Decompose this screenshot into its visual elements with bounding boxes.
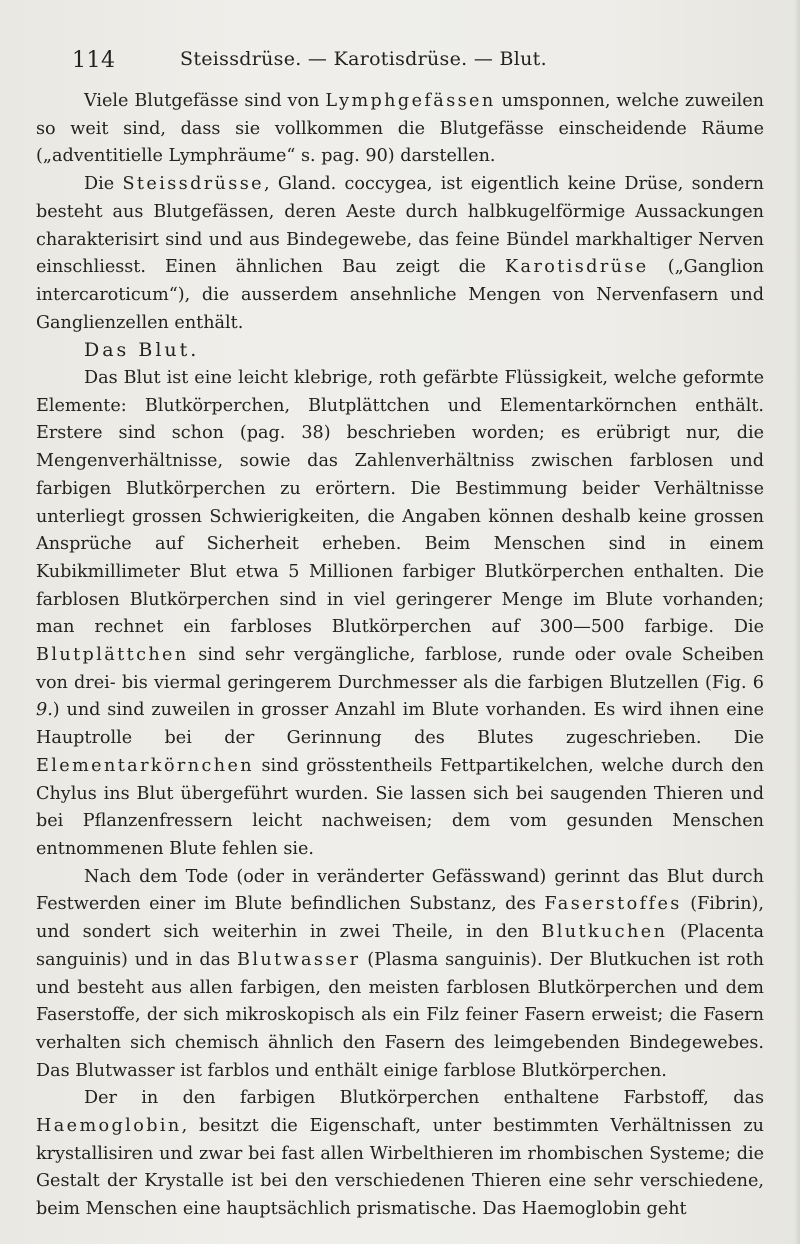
page-number: 114 [72, 48, 116, 73]
body-text [36, 88, 764, 1224]
paragraph-gerinnung [36, 864, 764, 1086]
page-edge-shadow [794, 0, 800, 1244]
figure-reference: 9. [36, 700, 53, 721]
emphasized-term: Blutkuchen [541, 922, 668, 943]
paragraph-lymphgefaesse [36, 88, 764, 171]
text-run: sind sehr vergängliche, farblose, runde oder ovale Scheiben von drei- bis viermal geringerem Durchmesser als die farbigen Blutzellen (Fig. 6 [36, 645, 764, 693]
paragraph-haemoglobin [36, 1085, 764, 1224]
emphasized-term: Lymphgefässen [325, 91, 496, 111]
text-run: (Fibrin), und sondert sich weiterhin in zwei Theile, in den [36, 894, 764, 943]
text-run: („Ganglion intercaroticum“), die ausserdem ansehnliche Mengen von Nervenfasern und Ganglienzellen enthält. [36, 257, 764, 333]
emphasized-term: Steissdrüsse [122, 174, 264, 195]
text-run: , Gland. coccygea, ist eigentlich keine Drüse, sondern besteht aus Blutgefässen, deren Aeste durch halbkugelförmige Aussackungen charakterisirt sind und aus Bindegewebe, das feine Bündel markhaltiger Nerven einschliesst. Einen ähnlichen Bau zeigt die [36, 174, 764, 278]
paragraph-steissdruese [36, 171, 764, 337]
emphasized-term: Haemoglobin [36, 1116, 182, 1137]
text-run: , besitzt die Eigenschaft, unter bestimmten Verhältnissen zu krystallisiren und zwar bei fast allen Wirbelthieren im rhombischen Systeme; die Gestalt der Krystalle ist bei den verschiedenen Thieren eine sehr verschiedene, beim Menschen eine hauptsächlich prismatische. Das Haemoglobin geht [36, 1116, 764, 1220]
emphasized-term: Blutwasser [237, 949, 361, 970]
text-run: sind grösstentheils Fettpartikelchen, welche durch den Chylus ins Blut übergeführt wurden. Sie lassen sich bei saugenden Thieren und bei Pflanzenfressern leicht nachweisen; dem vom gesunden Menschen entnommenen Blute fehlen sie. [36, 755, 764, 859]
text-run: Das Blut ist eine leicht klebrige, roth gefärbte Flüssigkeit, welche geformte Elemente: Blutkörperchen, Blutplättchen und Elementarkörnchen enthält. Erstere sind schon (pag. 38) beschrieben worden; es erübrigt nur, die Mengenverhältnisse, sowie das Zahlenverhältniss zwischen farblosen und farbigen Blutkörperchen zu erörtern. Die Bestimmung beider Verhältnisse unterliegt grossen Schwierigkeiten, die Angaben können deshalb keine grossen Ansprüche auf Sicherheit erheben. Beim Menschen sind in einem Kubikmillimeter Blut etwa 5 Millionen farbiger Blutkörperchen enthalten. Die farblosen Blutkörperchen sind in viel geringerer Menge im Blute vorhanden; man rechnet ein farbloses Blutkörperchen auf 300—500 farbige. Die [36, 368, 764, 638]
emphasized-term: Elementarkörnchen [36, 755, 255, 776]
text-run: Viele Blutgefässe sind von [84, 91, 326, 111]
text-run: (Plasma sanguinis). Der Blutkuchen ist roth und besteht aus allen farbigen, den meisten farblosen Blutkörperchen und dem Faserstoffe, der sich mikroskopisch als ein Filz feiner Fasern erweist; die Fasern verhalten sich chemisch ähnlich den Fasern des leimgebenden Bindegewebes. Das Blutwasser ist farblos und enthält einige farblose Blutkörperchen. [36, 949, 764, 1081]
text-run: (Placenta sanguinis) und in das [36, 922, 764, 970]
running-head: Steissdrüse. — Karotisdrüse. — Blut. [180, 48, 547, 70]
text-run: Der in den farbigen Blutkörperchen enthaltene Farbstoff, das [84, 1088, 764, 1109]
emphasized-term: Karotisdrüse [505, 257, 649, 278]
page-header [72, 44, 712, 74]
text-run: Die [84, 174, 123, 195]
paragraph-blut [36, 365, 764, 864]
text-run: Nach dem Tode (oder in veränderter Gefässwand) gerinnt das Blut durch Festwerden einer im Blute befindlichen Substanz, des [36, 866, 764, 915]
text-run: umsponnen, welche zuweilen so weit sind, dass sie vollkommen die Blutgefässe einscheidende Räume („adventitielle Lymphräume“ s. pag. 90) darstellen. [36, 91, 764, 167]
emphasized-term: Faserstoffes [544, 894, 682, 915]
text-run: ) und sind zuweilen in grosser Anzahl im Blute vorhanden. Es wird ihnen eine Hauptrolle bei der Gerinnung des Blutes zugeschrieben. Die [36, 700, 764, 749]
section-title: Das Blut. [84, 339, 200, 362]
emphasized-term: Blutplättchen [36, 645, 189, 666]
